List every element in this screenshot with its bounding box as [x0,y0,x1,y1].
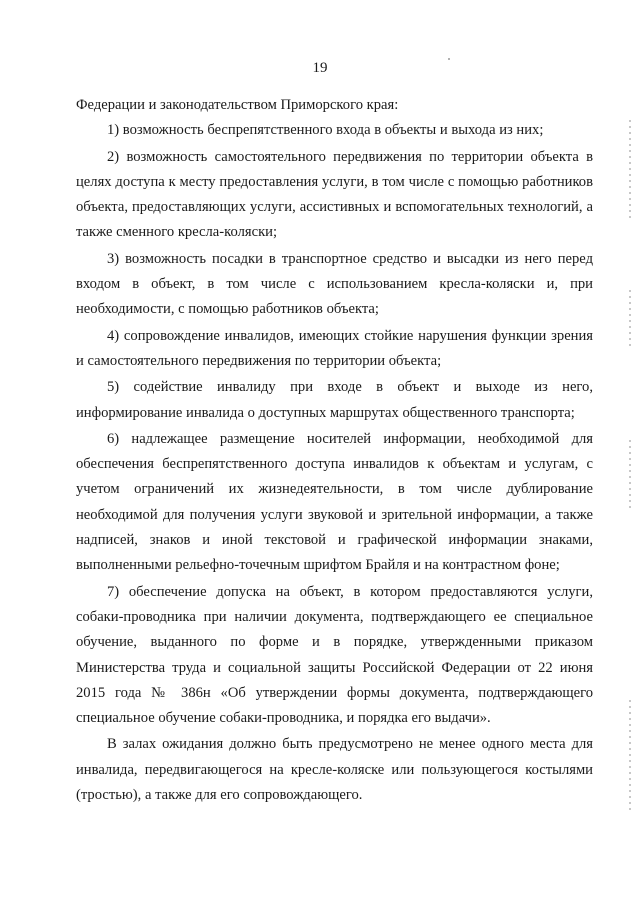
scan-edge-mark [629,440,631,510]
list-item-4: 4) сопровождение инвалидов, имеющих стойкие нарушения функции зрения и самостоятельного передвижения по территории объекта; [76,327,593,369]
scan-edge-mark [629,120,631,220]
page-number: 19 [312,60,328,76]
list-item-7: 7) обеспечение допуска на объект, в котором предоставляются услуги, собаки-проводника при наличии документа, подтверждающего ее специальное обучение, выданного по форме и в порядке, утвержденными приказом Министерства труда и социальной защиты Российской Федерации от 22 июня 2015 года № 386н «Об утверждении формы документа, подтверждающего специальное обучение собаки-проводника, и порядка его выдачи». [76,583,593,727]
document-body [76,93,593,808]
scan-edge-mark [629,700,631,810]
paragraph-waiting-rooms: В залах ожидания должно быть предусмотрено не менее одного места для инвалида, передвигающегося на кресле-коляске или пользующегося костылями (тростью), а также для его сопровождающего. [76,736,593,804]
scan-speck [448,58,450,60]
list-item-2: 2) возможность самостоятельного передвижения по территории объекта в целях доступа к месту предоставления услуги, в том числе с помощью работников объекта, предоставляющих услуги, ассистивных и вспомогательных технологий, а также сменного кресла-коляски; [76,148,593,241]
list-item-1: 1) возможность беспрепятственного входа в объекты и выхода из них; [107,122,544,139]
list-item-6: 6) надлежащее размещение носителей информации, необходимой для обеспечения беспрепятственного доступа инвалидов к объектам и услугам, с учетом ограничений их жизнедеятельности, в том числе дублирование необходимой для получения услуги звуковой и зрительной информации, а также надписей, знаков и иной текстовой и графической информации знаками, выполненными рельефно-точечным шрифтом Брайля и на контрастном фоне; [76,430,593,574]
paragraph-continuation: Федерации и законодательством Приморского края: [76,97,399,113]
scan-edge-mark [629,290,631,350]
list-item-5: 5) содействие инвалиду при входе в объект и выходе из него, информирование инвалида о доступных маршрутах общественного транспорта; [76,379,593,421]
list-item-3: 3) возможность посадки в транспортное средство и высадки из него перед входом в объект, в том числе с использованием кресла-коляски и, при необходимости, с помощью работников объекта; [76,250,593,318]
